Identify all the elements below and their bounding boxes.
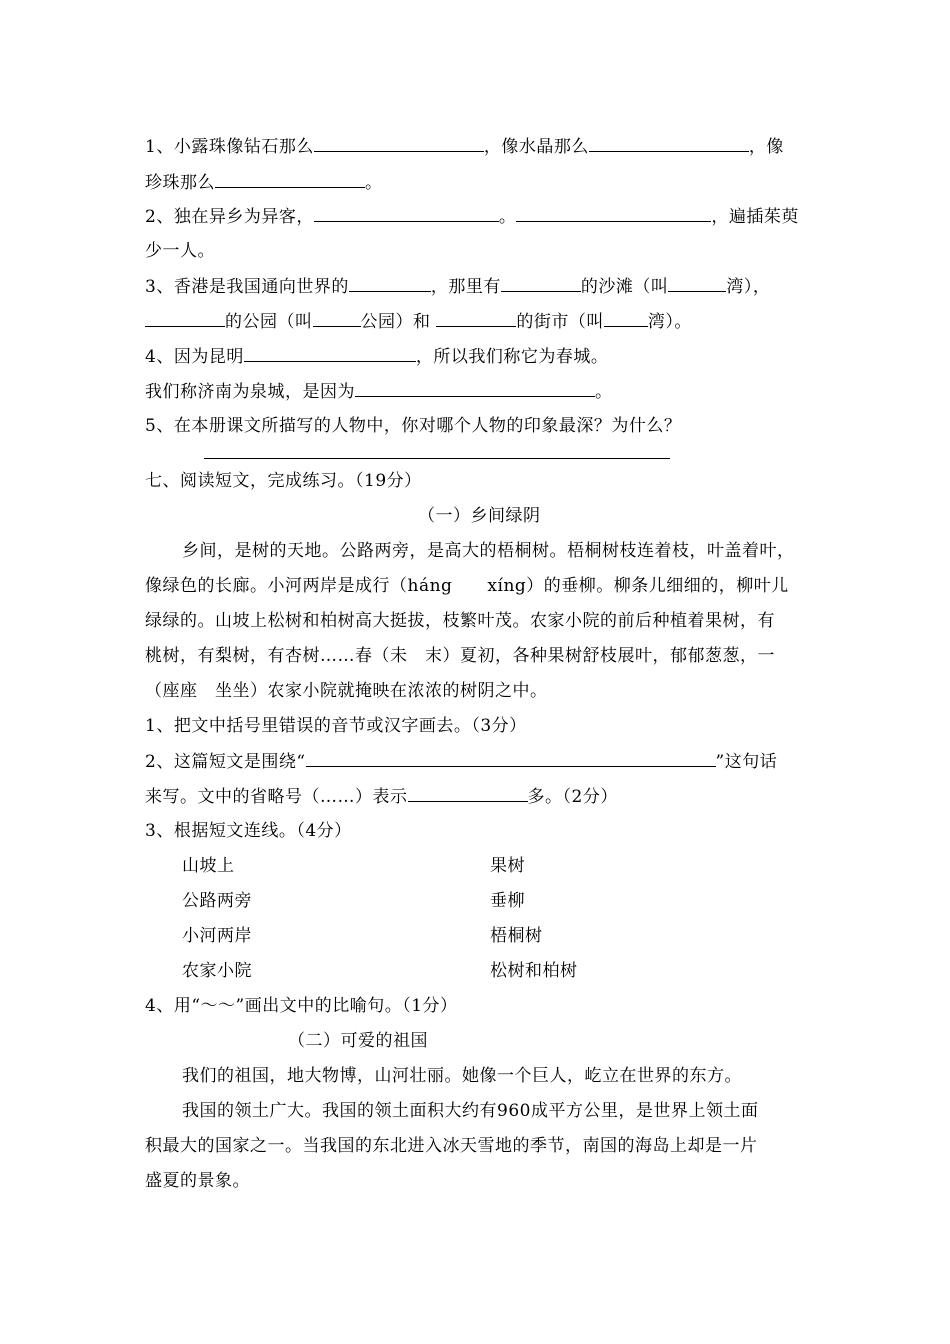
passage-1-line: （座座 坐坐）农家小院就掩映在浓浓的树阴之中。 [145,681,548,701]
question-text: 的街市（叫 [516,312,604,332]
question-text: ，遍插茱萸 [711,207,799,227]
question-text: 湾）， [726,277,771,297]
passage-1-question-4: 4、用“～～”画出文中的比喻句。（1分） [145,996,458,1016]
answer-blank[interactable] [516,204,711,222]
match-left-item[interactable]: 小河两岸 [182,926,252,946]
question-text: 珍珠那么 [145,173,215,193]
answer-line[interactable] [204,458,670,459]
passage-1-line: 桃树，有梨树，有杏树……春（未 末）夏初，各种果树舒枝展叶，郁郁葱葱，一 [145,646,775,666]
passage-2-line: 盛夏的景象。 [145,1171,250,1191]
question-text: 2、这篇短文是围绕“ [145,752,306,772]
question-4-line-2 [145,379,613,404]
passage-1-question-3: 3、根据短文连线。（4分） [145,821,352,841]
answer-blank[interactable] [408,784,528,802]
question-text: 。 [498,207,517,227]
match-left-item[interactable]: 公路两旁 [182,891,252,911]
answer-blank[interactable] [668,274,726,292]
match-right-item[interactable]: 垂柳 [490,891,525,911]
passage-1-question-2-line-1 [145,749,777,774]
question-text: 我们称济南为泉城，是因为 [145,382,355,402]
passage-2-line: 我国的领土广大。我国的领土面积大约有960成平方公里，是世界上领土面 [182,1101,759,1121]
question-text: 来写。文中的省略号（……）表示 [145,787,408,807]
answer-blank[interactable] [436,309,516,327]
question-2-line-1 [145,204,799,229]
match-right-item[interactable]: 果树 [490,856,525,876]
question-text: 1、小露珠像钻石那么 [145,137,314,157]
match-left-item[interactable]: 山坡上 [182,856,235,876]
match-left-item[interactable]: 农家小院 [182,961,252,981]
question-text: 的沙滩（叫 [580,277,669,297]
passage-1-question-1: 1、把文中括号里错误的音节或汉字画去。（3分） [145,716,527,736]
answer-blank[interactable] [244,344,416,362]
question-text: 少一人。 [145,241,215,261]
question-text: ，像水晶那么 [483,137,589,157]
answer-blank[interactable] [313,309,361,327]
question-text: 。 [595,382,613,402]
question-text: 多。（2分） [527,787,618,807]
passage-2-title: （二）可爱的祖国 [288,1031,428,1051]
question-text: 公园）和 [360,312,431,332]
passage-1-line: 绿绿的。山坡上松树和柏树高大挺拔，枝繁叶茂。农家小院的前后种植着果树，有 [145,611,775,631]
passage-2-line: 我们的祖国，地大物博，山河壮丽。她像一个巨人，屹立在世界的东方。 [182,1066,742,1086]
passage-1-line: 像绿色的长廊。小河两岸是成行（háng xíng）的垂柳。柳条儿细细的，柳叶儿 [145,576,789,596]
question-text: ，所以我们称它为春城。 [415,347,609,367]
answer-blank[interactable] [314,204,499,222]
question-text: 4、因为昆明 [145,347,244,367]
question-5 [145,414,681,438]
passage-2-line: 积最大的国家之一。当我国的东北进入冰天雪地的季节，南国的海岛上却是一片 [145,1136,758,1156]
question-text: 3、香港是我国通向世界的 [145,277,349,297]
question-text: 5、在本册课文所描写的人物中，你对哪个人物的印象最深？为什么？ [145,416,682,436]
answer-blank[interactable] [604,309,648,327]
question-3-line-1 [145,274,770,299]
section-7-heading: 七、阅读短文，完成练习。（19分） [145,471,422,491]
passage-1-title: （一）乡间绿阴 [418,506,541,526]
answer-blank[interactable] [349,274,431,292]
answer-blank[interactable] [215,170,365,188]
question-text: ”这句话 [715,752,778,772]
answer-blank[interactable] [501,274,581,292]
question-text: ，像 [748,137,784,157]
question-text: 2、独在异乡为异客， [145,207,314,227]
answer-blank[interactable] [355,379,595,397]
question-text: ，那里有 [430,277,501,297]
question-1-line-1 [145,134,784,159]
question-text: 的公园（叫 [225,312,313,332]
answer-blank[interactable] [306,749,716,767]
match-right-item[interactable]: 梧桐树 [490,926,543,946]
passage-1-question-2-line-2 [145,784,618,809]
question-text: 。 [365,173,383,193]
question-3-line-2 [145,309,692,334]
passage-1-line: 乡间，是树的天地。公路两旁，是高大的梧桐树。梧桐树枝连着枝，叶盖着叶， [182,541,795,561]
answer-blank[interactable] [314,134,484,152]
match-right-item[interactable]: 松树和柏树 [490,961,578,981]
question-2-line-2 [145,239,215,263]
question-1-line-2 [145,170,383,195]
answer-blank[interactable] [145,309,225,327]
question-text: 湾）。 [647,312,692,332]
answer-blank[interactable] [589,134,749,152]
question-4-line-1 [145,344,608,369]
